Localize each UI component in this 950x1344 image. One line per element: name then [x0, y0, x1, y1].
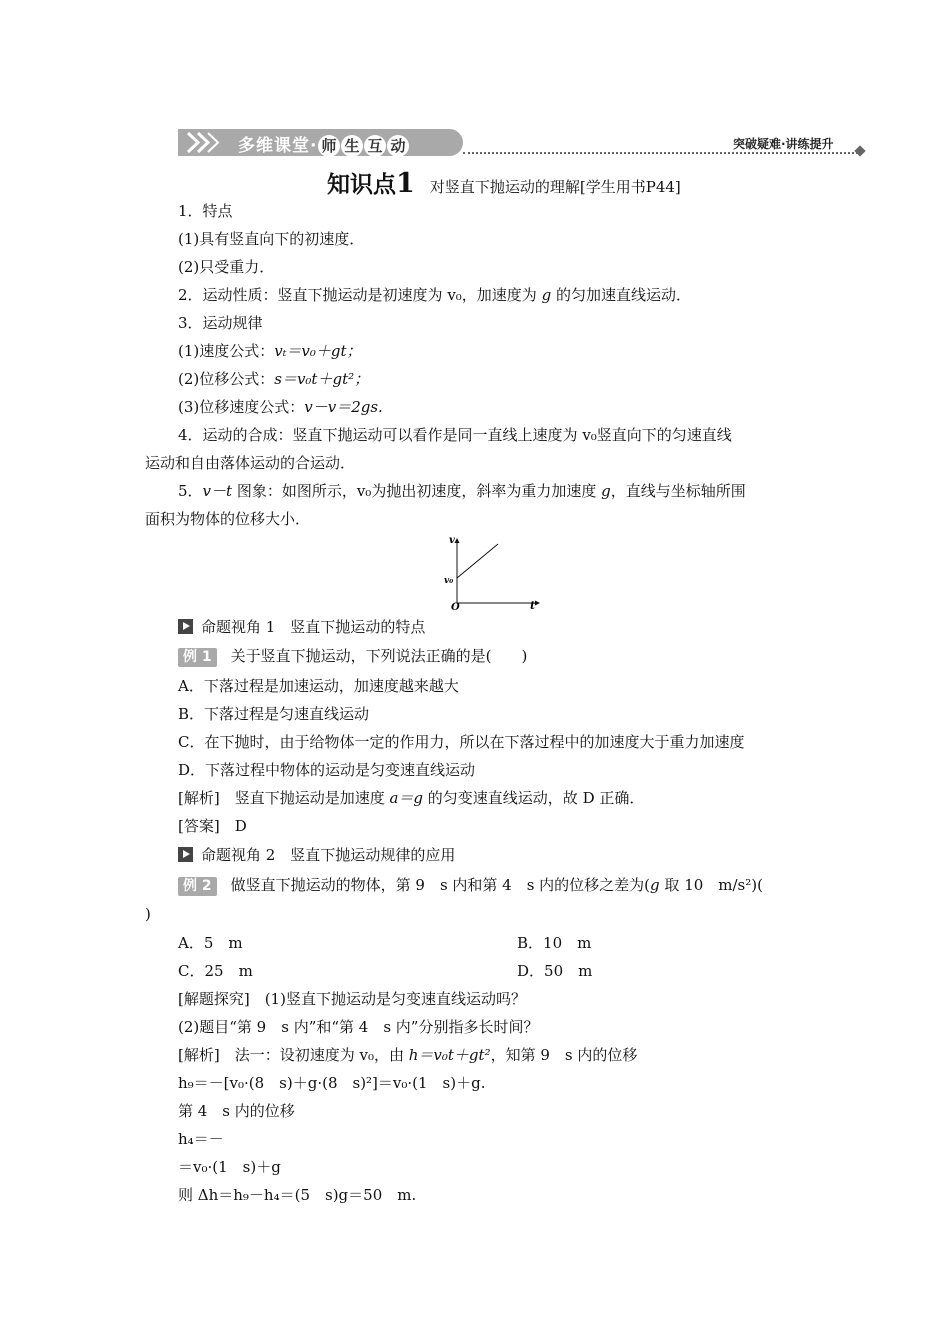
perspective-heading: [178, 846, 455, 864]
text-line: 面积为物体的位移大小．: [145, 510, 311, 528]
option-c: C．25 m: [178, 962, 253, 980]
math-symbol: g: [541, 286, 552, 304]
solution-line: 则 Δh＝h₉－h₄＝(5 s)g＝50 m.: [178, 1186, 417, 1204]
play-triangle-icon: [178, 619, 193, 634]
solution-line: h₉＝－[v₀·(8 s)＋g·(8 s)²]＝v₀·(1 s)＋g.: [178, 1074, 486, 1092]
question-continuation: ): [145, 905, 151, 923]
explore-line: (2)题目“第 9 s 内”和“第 4 s 内”分别指多长时间？: [178, 1018, 539, 1036]
solution-line: 第 4 s 内的位移: [178, 1102, 295, 1120]
text-span: 的匀加速直线运动．: [551, 286, 691, 304]
perspective-label: 命题视角 1 竖直下抛运动的特点: [201, 618, 426, 636]
question-text: 关于竖直下抛运动，下列说法正确的是( ): [230, 647, 528, 665]
formula: vₜ＝v₀＋gt；: [274, 342, 362, 360]
text-line: (2)只受重力．: [178, 258, 275, 276]
text-line: [178, 398, 383, 416]
option-a: A．5 m: [178, 934, 243, 952]
text-span: [解析] 竖直下抛运动是加速度: [178, 789, 390, 807]
banner-title-text: 多维课堂·: [238, 136, 318, 156]
text-span: (1)速度公式：: [178, 342, 275, 360]
text-span: 图象：如图所示，v₀为抛出初速度，斜率为重力加速度: [232, 482, 602, 500]
formula: h＝v₀t＋gt²: [408, 1046, 491, 1064]
text-line: [178, 370, 369, 388]
example-question: [178, 876, 763, 896]
text-line: [178, 342, 362, 360]
question-text: 做竖直下抛运动的物体，第 9 s 内和第 4 s 内的位移之差为(: [230, 876, 651, 894]
solution-line: h₄＝－: [178, 1130, 224, 1148]
text-span: ，知第 9 s 内的位移: [490, 1046, 638, 1064]
velocity-line: [457, 544, 498, 578]
option-a: A．下落过程是加速运动，加速度越来越大: [178, 677, 459, 695]
text-span: (3)位移速度公式：: [178, 398, 305, 416]
text-span: ，直线与坐标轴所围: [610, 482, 746, 500]
section-banner: [178, 129, 463, 156]
banner-title: [238, 131, 409, 157]
text-span: 5．: [178, 482, 203, 500]
formula: s＝v₀t＋gt²；: [274, 370, 370, 388]
banner-ring-char: 师: [318, 135, 340, 157]
intercept-label: v₀: [444, 576, 454, 586]
text-line: 3．运动规律: [178, 314, 263, 332]
text-line: (1)具有竖直向下的初速度．: [178, 230, 365, 248]
text-line: 1．特点: [178, 202, 233, 220]
formula: v－v＝2gs.: [304, 398, 383, 416]
kp-number: 1: [396, 168, 415, 199]
y-axis-label: v: [449, 535, 455, 546]
math-symbol: v－t: [202, 482, 233, 500]
example-question: [178, 647, 527, 667]
y-axis-arrow-icon: [455, 538, 460, 543]
text-line: 4．运动的合成：竖直下抛运动可以看作是同一直线上速度为 v₀竖直向下的匀速直线: [178, 426, 732, 444]
text-span: 的匀变速直线运动，故 D 正确．: [423, 789, 645, 807]
option-d: D．50 m: [517, 962, 593, 980]
banner-ring-char: 互: [364, 135, 386, 157]
double-chevron-icon: [184, 131, 224, 154]
analysis-line: [178, 789, 644, 807]
text-line: 运动和自由落体运动的合运动．: [145, 454, 356, 472]
text-span: [解析] 法一：设初速度为 v₀，由: [178, 1046, 409, 1064]
header-dotted-rule: [463, 152, 858, 154]
example-badge: 例 2: [178, 877, 217, 896]
knowledge-point-heading: [327, 166, 681, 199]
solution-line: ＝v₀·(1 s)＋g: [178, 1158, 281, 1176]
vt-graph: [443, 535, 543, 610]
knowledge-point-subtitle: 对竖直下抛运动的理解[学生用书P44]: [429, 178, 681, 196]
question-text: 取 10 m/s²)(: [659, 876, 763, 894]
perspective-heading: [178, 618, 425, 636]
formula: a＝g: [389, 789, 424, 807]
math-symbol: g: [601, 482, 611, 500]
kp-label-text: 知识点: [327, 172, 396, 198]
math-symbol: g: [650, 876, 660, 894]
header-right-label: 突破疑难·讲练提升: [733, 137, 834, 151]
diamond-icon: [854, 145, 865, 156]
text-span: (2)位移公式：: [178, 370, 275, 388]
option-b: B．下落过程是匀速直线运动: [178, 705, 370, 723]
text-span: 2．运动性质：竖直下抛运动是初速度为 v₀，加速度为: [178, 286, 542, 304]
explore-line: [解题探究] (1)竖直下抛运动是匀变速直线运动吗？: [178, 990, 526, 1008]
option-c: C．在下抛时，由于给物体一定的作用力，所以在下落过程中的加速度大于重力加速度: [178, 733, 745, 751]
option-b: B．10 m: [517, 934, 592, 952]
banner-ring-char: 动: [387, 135, 409, 157]
option-d: D．下落过程中物体的运动是匀变速直线运动: [178, 761, 476, 779]
banner-ring-char: 生: [341, 135, 363, 157]
example-badge: 例 1: [178, 648, 217, 667]
knowledge-point-label: [327, 168, 415, 199]
text-line: [178, 482, 746, 500]
answer-line: [答案] D: [178, 817, 247, 835]
x-axis-label: t: [530, 599, 536, 610]
origin-label: O: [451, 602, 460, 610]
text-line: [178, 286, 691, 304]
play-triangle-icon: [178, 847, 193, 862]
x-axis-arrow-icon: [535, 601, 540, 606]
perspective-label: 命题视角 2 竖直下抛运动规律的应用: [201, 846, 456, 864]
solution-line: [178, 1046, 637, 1064]
